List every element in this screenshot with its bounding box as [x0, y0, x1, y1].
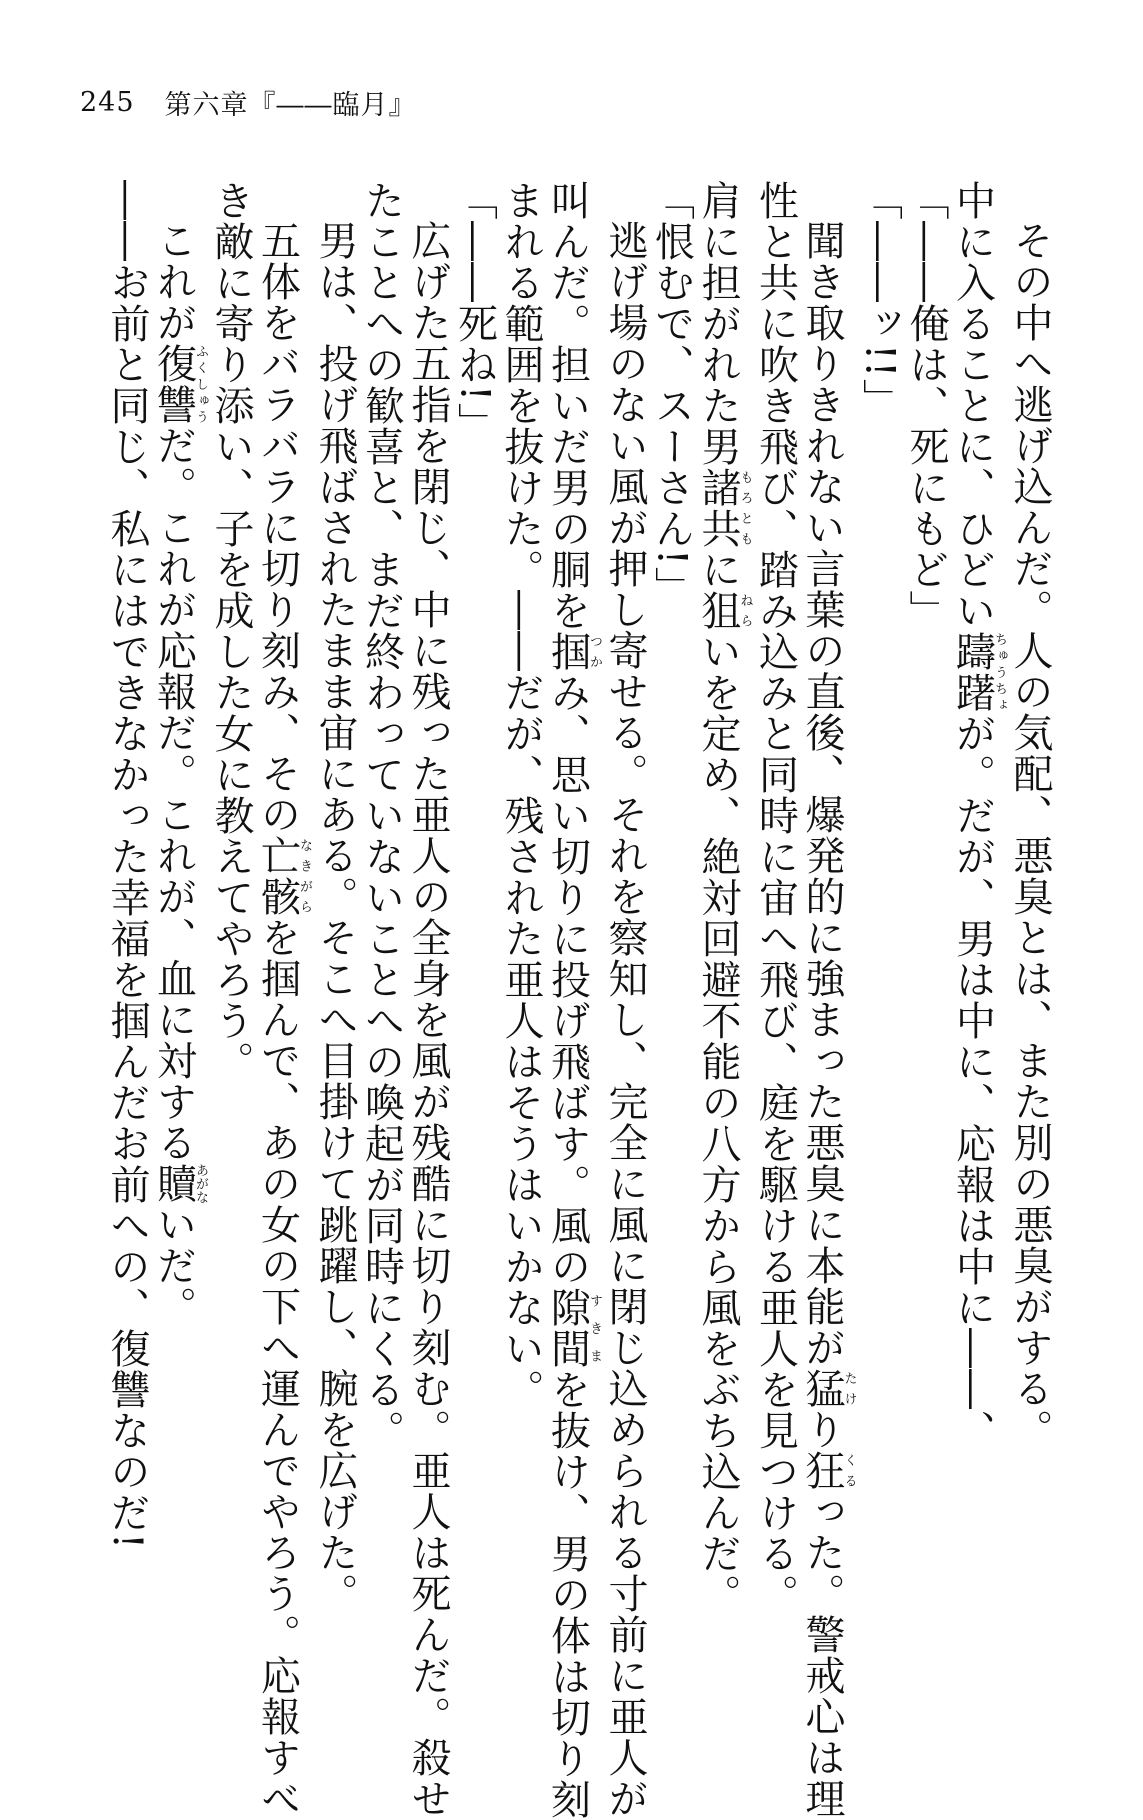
ruby-reading: もろとも	[737, 467, 753, 549]
text-line	[903, 180, 950, 1620]
text-line	[104, 180, 151, 1620]
ruby-word	[150, 343, 208, 425]
text-segment: 「――ッ!!」	[856, 180, 903, 420]
ruby-reading: あがな	[193, 1163, 208, 1204]
text-segment: き敵に寄り添い、子を成した女に教えてやろう。	[208, 180, 254, 1082]
text-segment: たことへの歓喜と、まだ終わっていないことへの喚起が同時にくる。	[358, 180, 405, 1451]
ruby-base: 猛	[799, 1368, 845, 1409]
ruby-reading: ふくしゅう	[193, 343, 208, 425]
text-segment: 聞き取りきれない言葉の直後、爆発的に強まった悪臭に本能が	[799, 220, 845, 1368]
text-line	[856, 180, 903, 1620]
text-segment: を掴んで、あの女の下へ運んでやろう。応報すべ	[254, 917, 301, 1819]
ruby-base: 狂	[799, 1450, 845, 1491]
text-segment: これが	[150, 220, 197, 343]
text-segment: 叫んだ。担いだ男の胴を	[544, 180, 591, 631]
text-segment: その中へ逃げ込んだ。人の気配、悪臭とは、また別の悪臭がする。	[1007, 220, 1053, 1450]
text-segment: だ。これが応報だ。これが、血に対する	[150, 425, 197, 1163]
text-segment: り	[799, 1409, 845, 1450]
text-segment: った。警戒心は理	[799, 1491, 845, 1819]
ruby-word	[799, 1368, 857, 1409]
text-line	[695, 180, 753, 1620]
text-line	[1007, 180, 1054, 1620]
ruby-reading: つか	[587, 631, 602, 672]
ruby-word	[544, 1287, 602, 1369]
text-line	[544, 180, 602, 1820]
text-segment: に	[695, 549, 741, 590]
text-segment: まれる範囲を抜けた。――だが、残された亜人はそうはいかない。	[498, 180, 544, 1410]
ruby-word	[254, 835, 312, 917]
text-line	[799, 180, 857, 1819]
text-segment: 肩に担がれた男	[695, 180, 741, 467]
ruby-word	[150, 1163, 208, 1204]
ruby-base: 隙間	[544, 1287, 591, 1369]
text-segment: 「恨むで、スーさん!」	[648, 180, 695, 608]
ruby-base: 掴	[544, 631, 591, 672]
text-segment: 中に入ることに、ひどい	[949, 180, 996, 631]
text-line	[358, 180, 405, 1620]
text-segment: 「――死ね!」	[451, 180, 498, 444]
text-segment: 性と共に吹き飛び、踏み込みと同時に宙へ飛び、庭を駆ける亜人を見つける。	[752, 180, 799, 1615]
page-number: 245	[80, 86, 135, 118]
text-line	[752, 180, 799, 1620]
text-segment: 逃げ場のない風が押し寄せる。それを察知し、完全に風に閉じ込められる寸前に亜人が	[602, 220, 648, 1819]
ruby-reading: たけ	[841, 1368, 857, 1409]
text-segment: いだ。	[150, 1204, 197, 1327]
text-segment: 男は、投げ飛ばされたまま宙にある。そこへ目掛けて跳躍し、腕を広げた。	[312, 220, 358, 1614]
ruby-base: 復讐	[150, 343, 197, 425]
text-line	[648, 180, 695, 1620]
ruby-word	[949, 631, 1007, 713]
ruby-reading: ねら	[737, 590, 753, 631]
text-line	[254, 180, 312, 1819]
ruby-reading: なきがら	[297, 835, 312, 917]
book-body-text	[103, 180, 1053, 1820]
ruby-word	[544, 631, 602, 672]
ruby-word	[695, 590, 753, 631]
text-segment: み、思い切りに投げ飛ばす。風の	[544, 672, 591, 1287]
text-segment: いを定め、絶対回避不能の八方から風をぶち込んだ。	[695, 631, 741, 1615]
ruby-base: 亡骸	[254, 835, 301, 917]
chapter-title: 第六章『――臨月』	[164, 89, 417, 121]
text-line	[949, 180, 1007, 1620]
ruby-reading: ちゅうちょ	[992, 631, 1007, 713]
text-line	[405, 180, 452, 1819]
ruby-base: 諸共	[695, 467, 741, 549]
text-line	[208, 180, 255, 1620]
ruby-base: 躊躇	[949, 631, 996, 713]
ruby-word	[799, 1450, 857, 1491]
text-line	[602, 180, 649, 1819]
text-segment: を抜け、男の体は切り刻	[544, 1369, 591, 1820]
text-segment: ――お前と同じ、私にはできなかった幸福を掴んだお前への、復讐なのだ!	[104, 180, 150, 1551]
page-header	[80, 82, 417, 122]
text-segment: 広げた五指を閉じ、中に残った亜人の全身を風が残酷に切り刻む。亜人は死んだ。殺せ	[405, 220, 451, 1819]
ruby-reading: すきま	[587, 1287, 602, 1369]
text-segment: 五体をバラバラに切り刻み、その	[254, 220, 301, 835]
text-line	[498, 180, 545, 1620]
ruby-word	[695, 467, 753, 549]
text-line	[312, 180, 359, 1620]
text-segment: が。だが、男は中に、応報は中に――、	[949, 713, 996, 1451]
text-line	[451, 180, 498, 1620]
text-line	[150, 180, 208, 1620]
ruby-base: 贖	[150, 1163, 197, 1204]
ruby-base: 狙	[695, 590, 741, 631]
ruby-reading: くる	[841, 1450, 857, 1491]
text-segment: 「――俺は、死にもど」	[903, 180, 949, 631]
